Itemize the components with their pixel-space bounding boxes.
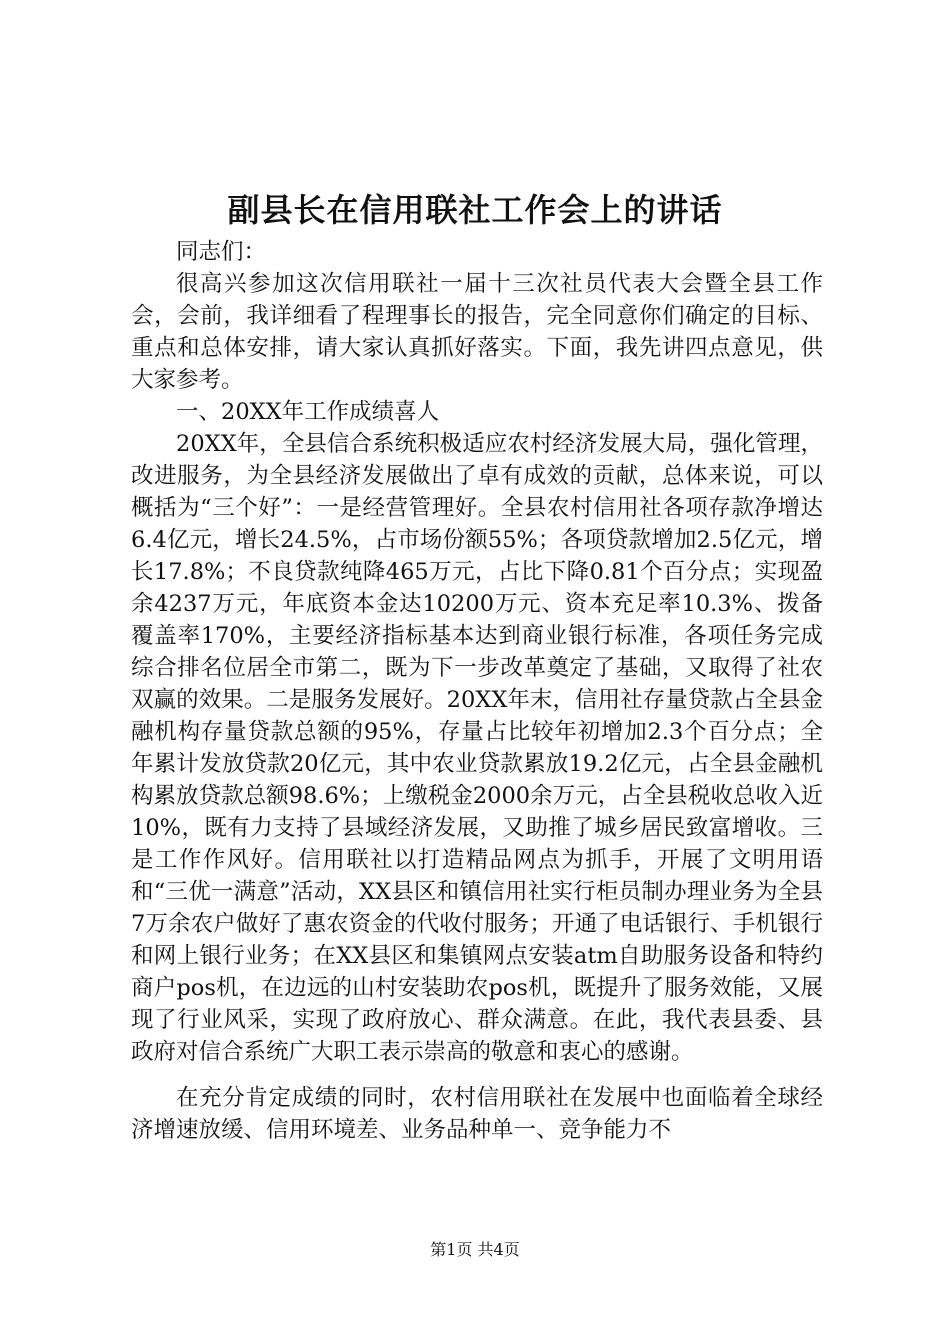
paragraph-achievements: 20XX年，全县信合系统积极适应农村经济发展大局，强化管理，改进服务，为全县经济发展做出了卓有成效的贡献，总体来说，可以概括为“三个好”：一是经营管理好。全县农村信用社各项存款净增达6.4亿元，增长24.5%，占市场份额55%；各项贷款增加2.5亿元，增长17.8%；不良贷款纯降465万元，占比下降0.81个百分点；实现盈余4237万元，年底资本金达10200万元、资本充足率10.3%、拨备覆盖率170%，主要经济指标基本达到商业银行标准，各项任务完成综合排名位居全市第二，既为下一步改革奠定了基础，又取得了社农双赢的效果。二是服务发展好。20XX年末，信用社存量贷款占全县金融机构存量贷款总额的95%，存量占比较年初增加2.3个百分点；全年累计发放贷款20亿元，其中农业贷款累放19.2亿元，占全县金融机构累放贷款总额98.6%；上缴税金2000余万元，占全县税收总收入近10%，既有力支持了县域经济发展，又助推了城乡居民致富增收。三是工作作风好。信用联社以打造精品网点为抓手，开展了文明用语和“三优一满意”活动，XX县区和镇信用社实行柜员制办理业务为全县7万余农户做好了惠农资金的代收付服务；开通了电话银行、手机银行和网上银行业务；在XX县区和集镇网点安装atm自助服务设备和特约商户pos机，在边远的山村安装助农pos机，既提升了服务效能，又展现了行业风采，实现了政府放心、群众满意。在此，我代表县委、县政府对信合系统广大职工表示崇高的敬意和衷心的感谢。 (131, 431, 823, 1065)
paragraph-intro: 很高兴参加这次信用联社一届十三次社员代表大会暨全县工作会，会前，我详细看了程理事长的报告，完全同意你们确定的目标、重点和总体安排，请大家认真抓好落实。下面，我先讲四点意见，供大家参考。 (131, 271, 823, 393)
page-footer: 第1页 共4页 (430, 1240, 520, 1259)
paragraph-challenges: 在充分肯定成绩的同时，农村信用联社在发展中也面临着全球经济增速放缓、信用环境差、业务品种单一、竞争能力不 (131, 1085, 823, 1143)
salutation: 同志们： (176, 239, 267, 265)
document-title: 副县长在信用联社工作会上的讲话 (227, 191, 723, 229)
document-body (131, 236, 823, 1146)
section-heading-1: 一、20XX年工作成绩喜人 (176, 399, 440, 425)
